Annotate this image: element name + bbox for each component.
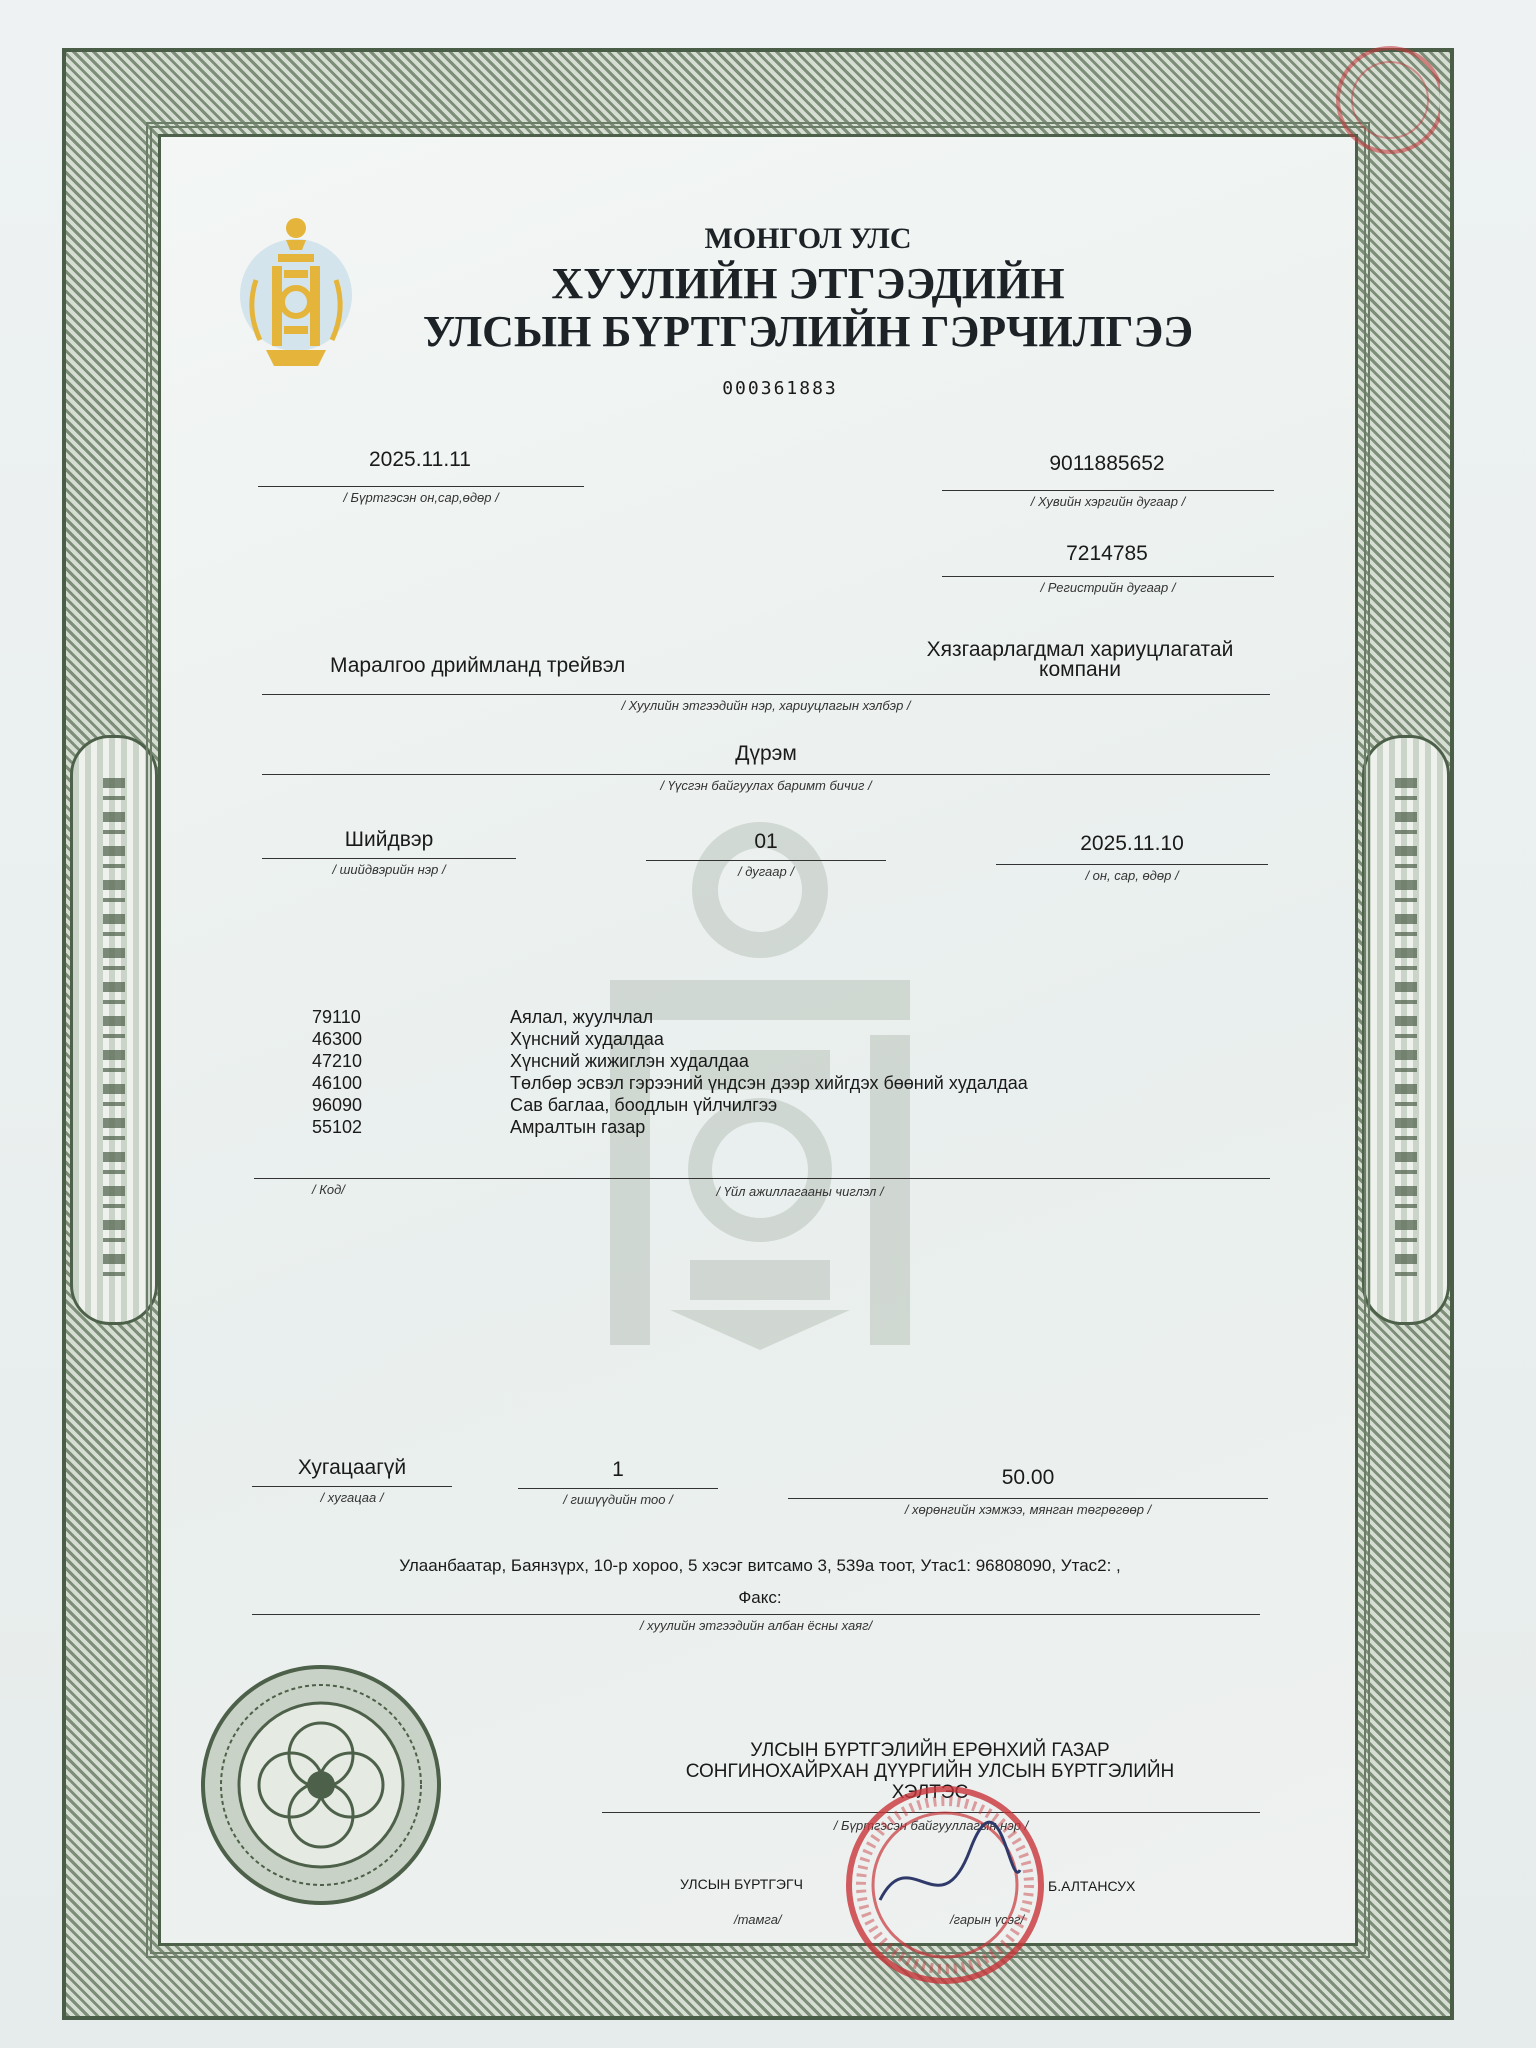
address-line-2: Факс: [738, 1588, 782, 1607]
registration-date-caption: / Бүртгэсэн он,сар,өдөр / [343, 490, 499, 505]
activity-code: 79110 [312, 1007, 361, 1027]
duration-value: Хугацаагүй [297, 1456, 407, 1479]
address-caption: / хуулийн этгээдийн албан ёсны хаяг/ [639, 1618, 873, 1633]
activity-code: 55102 [312, 1117, 363, 1137]
capital-caption: / хөрөнгийн хэмжээ, мянган төгрөгөөр / [904, 1502, 1152, 1517]
activity-code: 47210 [312, 1051, 363, 1071]
activity-name-caption: / Үйл ажиллагааны чиглэл / [716, 1184, 884, 1199]
registrar-name: Б.АЛТАНСУХ [1048, 1878, 1136, 1894]
corner-red-stamp-icon [1320, 40, 1440, 160]
members-count: 1 [612, 1458, 624, 1481]
entity-legal-form-line-1: Хязгаарлагдмал хариуцлагатай [926, 638, 1234, 661]
decision-date: 2025.11.10 [1080, 832, 1184, 855]
capital-amount: 50.00 [1001, 1466, 1055, 1489]
activity-code: 46300 [312, 1029, 363, 1049]
activity-name: Амралтын газар [510, 1117, 646, 1137]
activity-name: Сав баглаа, боодлын үйлчилгээ [510, 1095, 778, 1115]
founding-document-caption: / Үүсгэн байгуулах баримт бичиг / [660, 778, 872, 793]
activity-code: 46100 [312, 1073, 363, 1093]
decision-number-caption: / дугаар / [738, 864, 794, 879]
entity-legal-form-line-2: компани [1039, 658, 1121, 681]
authority-caption: / Бүртгэсэн байгууллагын нэр / [833, 1818, 1029, 1833]
guilloche-rosette-icon [196, 1660, 446, 1910]
decision-name-caption: / шийдвэрийн нэр / [332, 862, 446, 877]
decision-date-caption: / он, сар, өдөр / [1085, 868, 1179, 883]
title-line-2: УЛСЫН БҮРТГЭЛИЙН ГЭРЧИЛГЭЭ [422, 307, 1194, 356]
activity-code: 96090 [312, 1095, 363, 1115]
activity-name: Аялал, жуулчлал [510, 1007, 654, 1027]
register-number: 7214785 [1066, 542, 1148, 565]
entity-legal-form [880, 640, 1280, 680]
left-script-cartouche [70, 735, 158, 1325]
country-heading: МОНГОЛ УЛС [704, 222, 912, 255]
activity-code-caption: / Код/ [312, 1182, 345, 1197]
activity-name: Хүнсний худалдаа [510, 1029, 664, 1049]
registration-date: 2025.11.11 [369, 448, 471, 471]
right-script-cartouche [1362, 735, 1450, 1325]
authority-line-3: ХЭЛТЭС [891, 1782, 969, 1803]
entity-name: Маралгоо дриймланд трейвэл [330, 654, 626, 677]
state-emblem-icon [236, 210, 356, 375]
signature-caption: /гарын үсэг/ [950, 1912, 1025, 1927]
members-caption: / гишүүдийн тоо / [563, 1492, 673, 1507]
activity-name: Хүнсний жижиглэн худалдаа [510, 1051, 749, 1071]
seal-caption: /тамга/ [734, 1912, 782, 1927]
decision-number: 01 [754, 830, 778, 853]
authority-line-1: УЛСЫН БҮРТГЭЛИЙН ЕРӨНХИЙ ГАЗАР [750, 1740, 1110, 1761]
personal-file-number: 9011885652 [1049, 452, 1165, 475]
entity-caption: / Хуулийн этгээдийн нэр, хариуцлагын хэлбэр / [621, 698, 911, 713]
official-red-stamp-icon [840, 1780, 1050, 1990]
duration-caption: / хугацаа / [320, 1490, 384, 1505]
decision-name: Шийдвэр [344, 828, 434, 851]
address-line-1: Улаанбаатар, Баянзүрх, 10-р хороо, 5 хэсэг витсамо 3, 539а тоот, Утас1: 96808090, Утас2: , [399, 1556, 1121, 1575]
authority-line-2: СОНГИНОХАЙРХАН ДҮҮРГИЙН УЛСЫН БҮРТГЭЛИЙН [685, 1761, 1175, 1782]
activity-name: Төлбөр эсвэл гэрээний үндсэн дээр хийгдэх бөөний худалдаа [510, 1073, 1028, 1093]
title-line-1: ХУУЛИЙН ЭТГЭЭДИЙН [551, 259, 1065, 308]
register-number-caption: / Регистрийн дугаар / [1040, 580, 1176, 595]
certificate-number: 000361883 [722, 378, 838, 399]
personal-file-number-caption: / Хувийн хэргийн дугаар / [1030, 494, 1186, 509]
founding-document: Дүрэм [735, 742, 797, 765]
registrar-role: УЛСЫН БҮРТГЭГЧ [680, 1876, 803, 1892]
